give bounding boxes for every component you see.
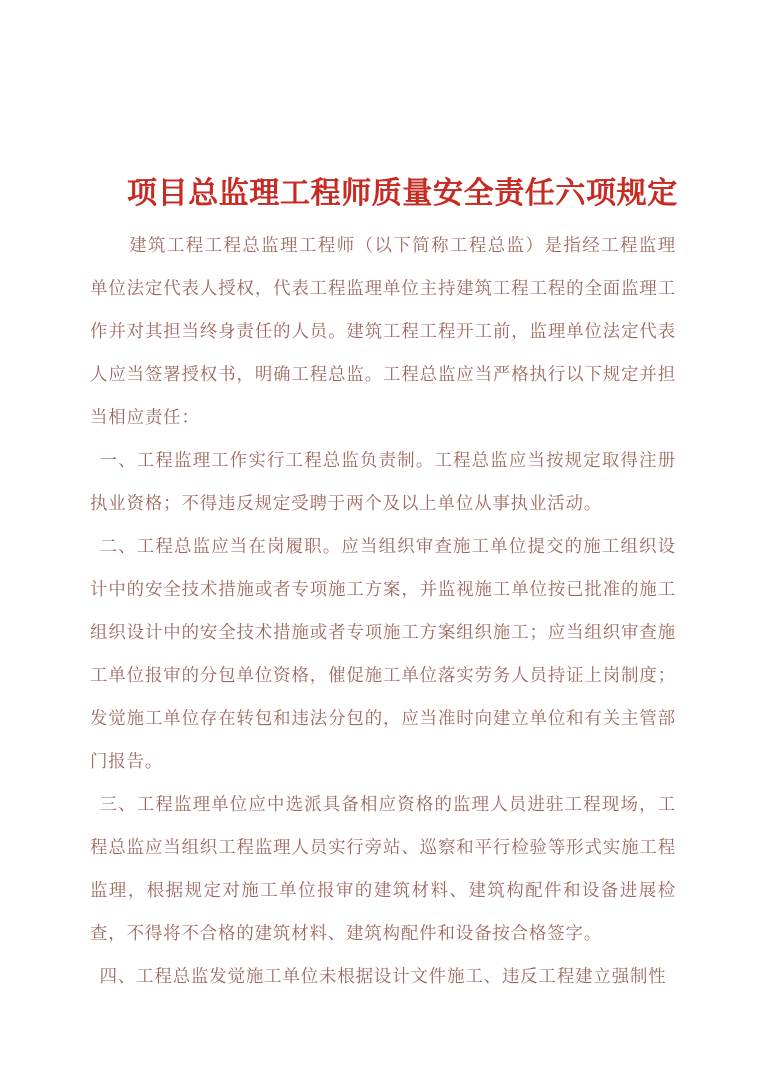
- document-body: [90, 224, 676, 998]
- paragraph-intro: 建筑工程工程总监理工程师（以下简称工程总监）是指经工程监理单位法定代表人授权，代表工程监理单位主持建筑工程工程的全面监理工作并对其担当终身责任的人员。建筑工程工程开工前，监理单位法定代表人应当签署授权书，明确工程总监。工程总监应当严格执行以下规定并担当相应责任：: [90, 235, 676, 427]
- page-title: 项目总监理工程师质量安全责任六项规定: [127, 177, 678, 211]
- paragraph-item-1: 一、工程监理工作实行工程总监负责制。工程总监应当按规定取得注册执业资格；不得违反规定受聘于两个及以上单位从事执业活动。: [90, 450, 676, 513]
- paragraph-item-4: 四、工程总监发觉施工单位未根据设计文件施工、违反工程建立强制性: [99, 966, 667, 986]
- paragraph-item-3: 三、工程监理单位应中选派具备相应资格的监理人员进驻工程现场，工程总监应当组织工程监理人员实行旁站、巡察和平行检验等形式实施工程监理，根据规定对施工单位报审的建筑材料、建筑构配件和设备进展检查，不得将不合格的建筑材料、建筑构配件和设备按合格签字。: [90, 794, 676, 943]
- paragraph-item-2: 二、工程总监应当在岗履职。应当组织审查施工单位提交的施工组织设计中的安全技术措施或者专项施工方案，并监视施工单位按已批准的施工组织设计中的安全技术措施或者专项施工方案组织施工；应当组织审查施工单位报审的分包单位资格，催促施工单位落实劳务人员持证上岗制度；发觉施工单位存在转包和违法分包的，应当准时向建立单位和有关主管部门报告。: [90, 536, 676, 771]
